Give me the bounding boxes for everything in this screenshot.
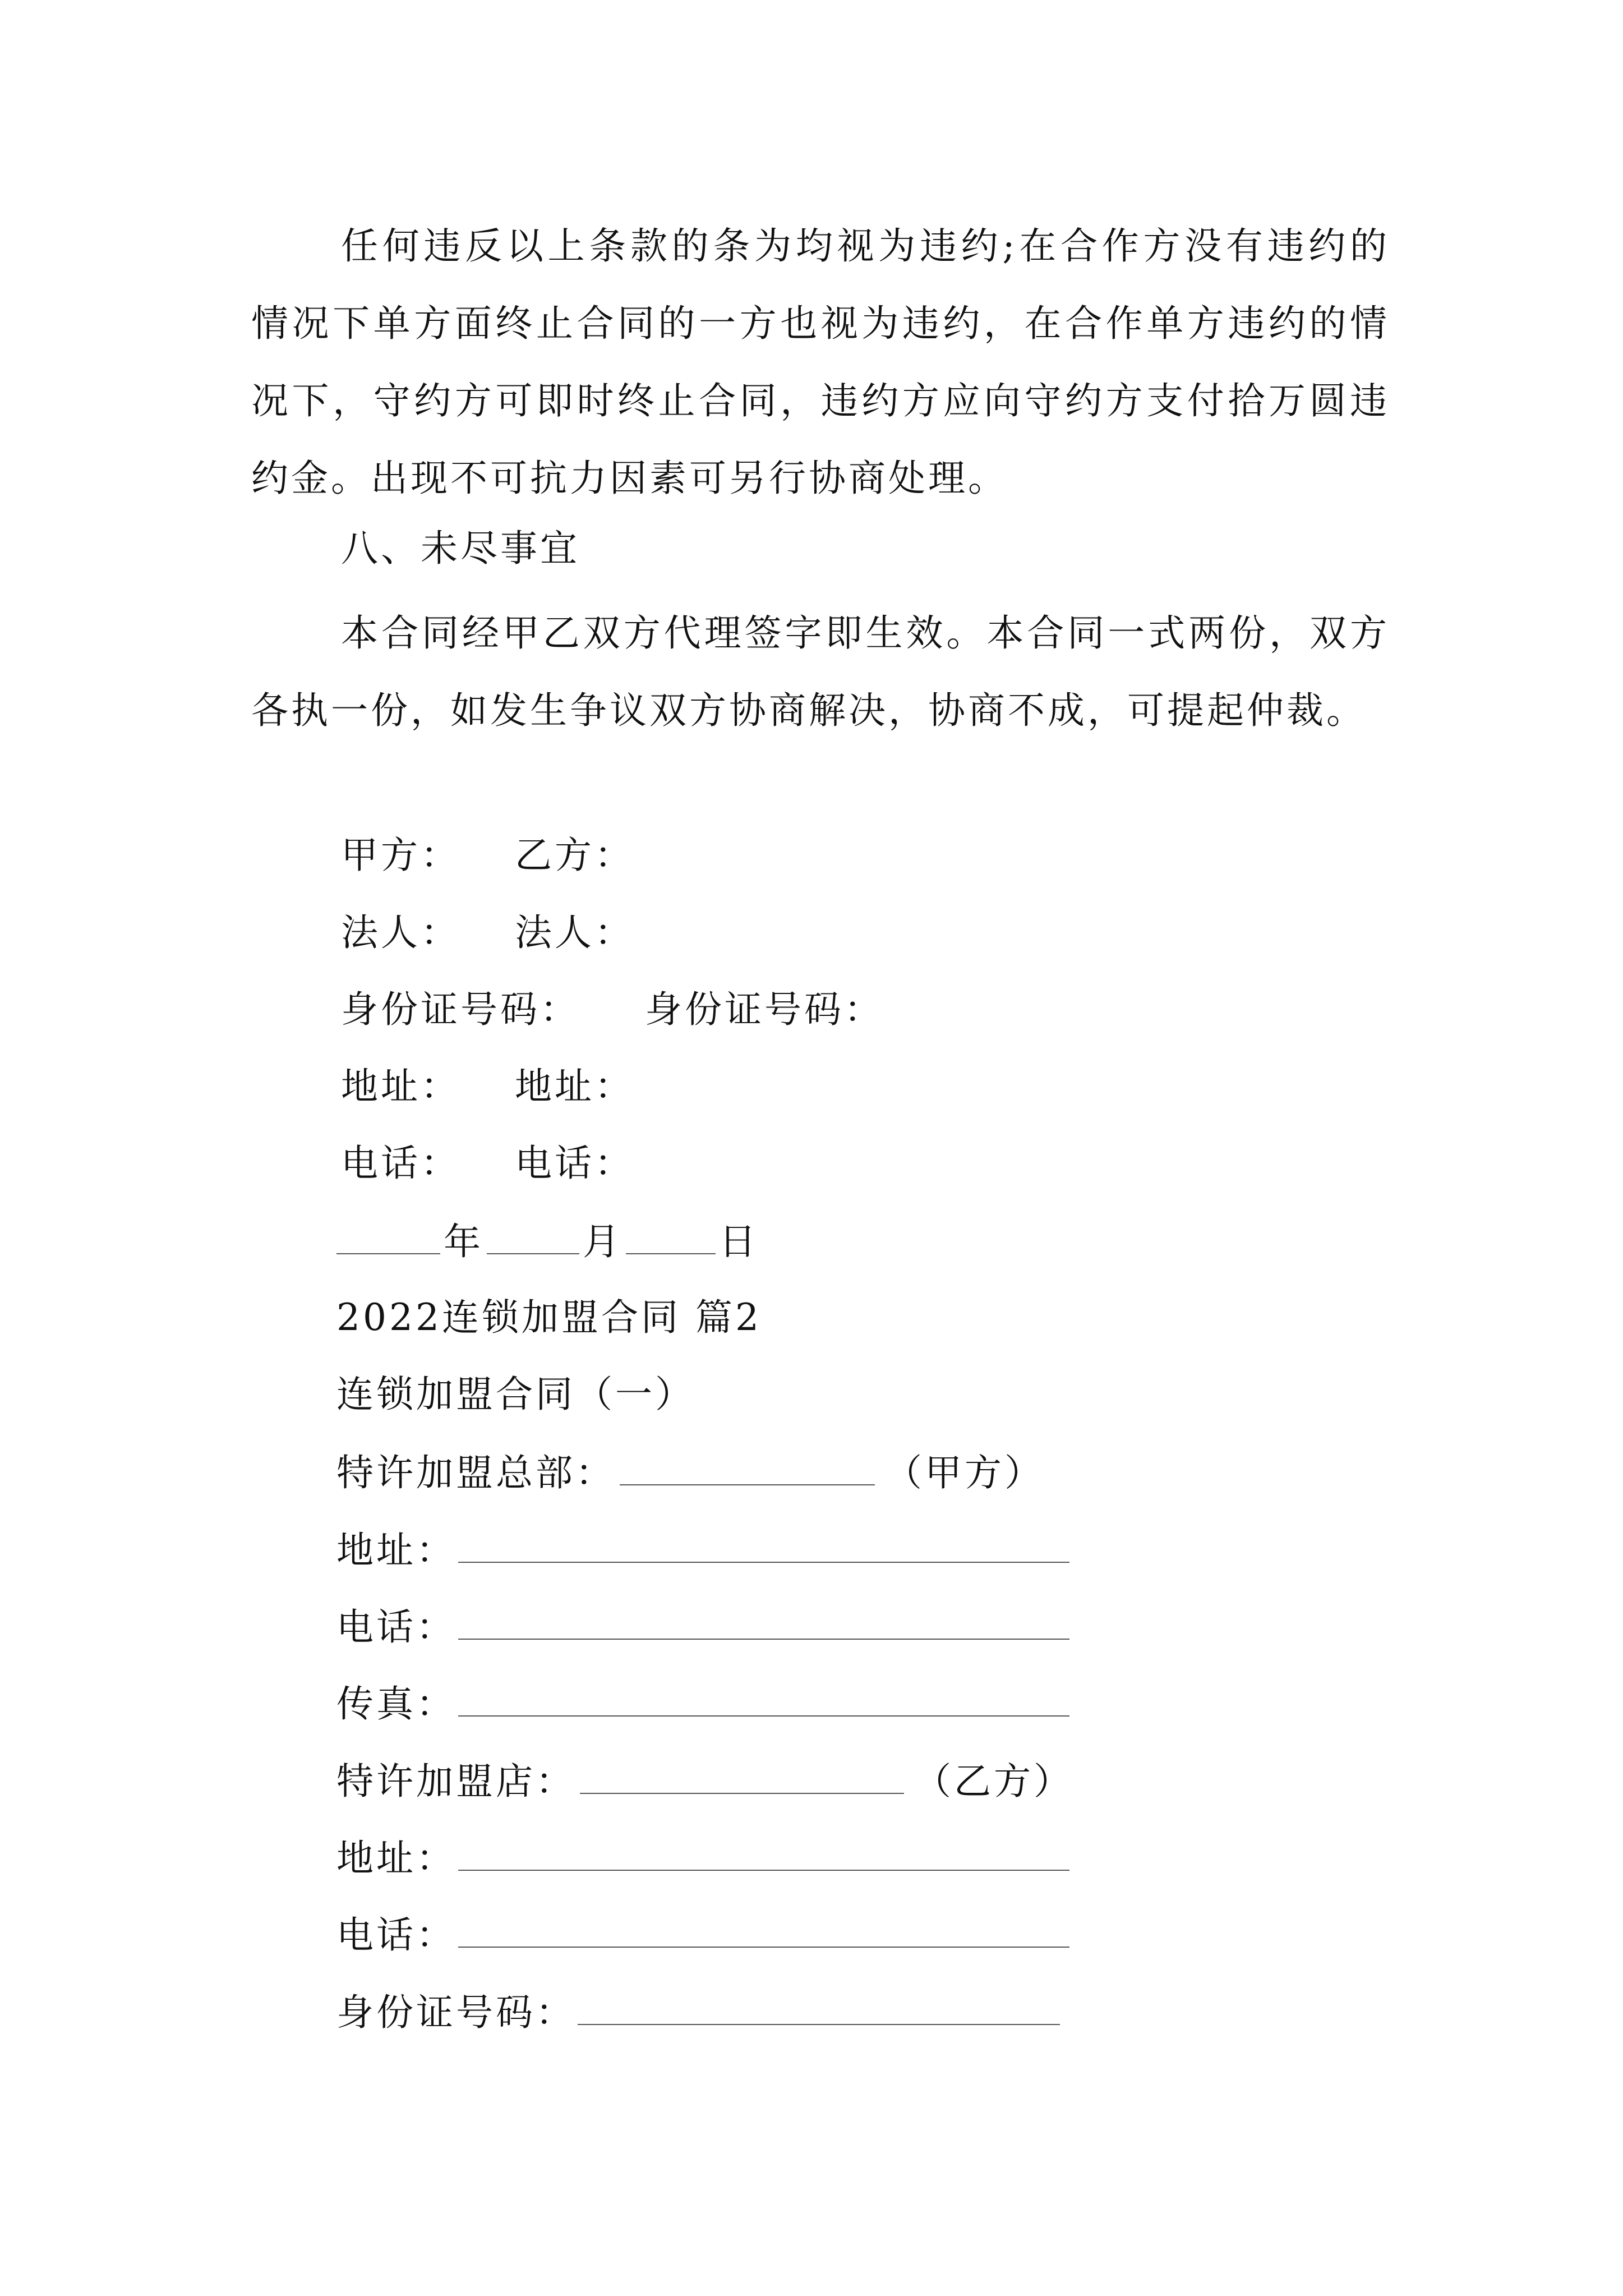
signature-party-a-label: 甲方：: [341, 834, 460, 877]
signature-id-b-label: 身份证号码：: [645, 988, 884, 1031]
franchisor-address-row: [336, 1529, 1073, 1572]
franchisor-row: [336, 1453, 1044, 1492]
franchisee-address-label: 地址：: [336, 1837, 456, 1880]
date-day-label: 日: [719, 1220, 759, 1263]
franchisee-phone-row: [336, 1913, 1073, 1957]
franchisor-address-label: 地址：: [336, 1529, 456, 1572]
franchisee-suffix: （乙方）: [914, 1760, 1073, 1803]
signature-legal-rep-b-label: 法人：: [515, 911, 634, 954]
franchisee-address-row: [336, 1837, 1073, 1880]
date-year-blank: [336, 1222, 440, 1254]
franchisee-id-row: [336, 1991, 1063, 2034]
franchisee-phone-blank: [458, 1915, 1069, 1948]
section-2-title: 2022连锁加盟合同 篇2: [336, 1296, 762, 1339]
signature-phone-b-label: 电话：: [515, 1142, 634, 1185]
franchisor-phone-blank: [458, 1607, 1069, 1640]
franchisor-suffix: （甲方）: [885, 1451, 1044, 1494]
franchisee-address-blank: [458, 1838, 1069, 1871]
franchisee-id-blank: [578, 1993, 1060, 2025]
paragraph-breach-of-contract: 任何违反以上条款的条为均视为违约;在合作方没有违约的情况下单方面终止合同的一方也视为违约，在合作单方违约的情况下，守约方可即时终止合同，违约方应向守约方支付拾万圆违约金。出现不可抗力因素可另行协商处理。: [251, 224, 1390, 500]
date-year-label: 年: [444, 1220, 483, 1263]
signature-party-b-label: 乙方：: [515, 834, 634, 877]
franchisor-label: 特许加盟总部：: [336, 1451, 615, 1494]
franchisee-phone-label: 电话：: [336, 1913, 456, 1957]
paragraph-contract-effect: 本合同经甲乙双方代理签字即生效。本合同一式两份，双方各执一份，如发生争议双方协商解决，协商不成，可提起仲裁。: [251, 611, 1390, 732]
franchisor-blank: [620, 1453, 875, 1485]
franchisee-row: [336, 1760, 1073, 1803]
date-line: [336, 1220, 759, 1263]
date-month-label: 月: [583, 1220, 623, 1263]
date-month-blank: [487, 1222, 579, 1254]
franchisor-fax-blank: [458, 1684, 1069, 1717]
signature-id-a-label: 身份证号码：: [341, 988, 580, 1031]
signature-phone-a-label: 电话：: [341, 1142, 460, 1185]
contract-subtitle: 连锁加盟合同（一）: [336, 1373, 695, 1416]
franchisor-phone-row: [336, 1605, 1073, 1649]
franchisor-fax-row: [336, 1682, 1073, 1726]
signature-legal-rep-a-label: 法人：: [341, 911, 460, 954]
date-day-blank: [626, 1222, 716, 1254]
signature-address-b-label: 地址：: [515, 1065, 634, 1108]
franchisor-address-blank: [458, 1530, 1069, 1563]
section-eight-heading: 八、未尽事宜: [341, 527, 580, 570]
franchisee-id-label: 身份证号码：: [336, 1991, 575, 2034]
signature-address-a-label: 地址：: [341, 1065, 460, 1108]
franchisee-label: 特许加盟店：: [336, 1760, 575, 1803]
franchisor-fax-label: 传真：: [336, 1682, 456, 1726]
franchisor-phone-label: 电话：: [336, 1605, 456, 1649]
franchisee-blank: [580, 1761, 904, 1794]
